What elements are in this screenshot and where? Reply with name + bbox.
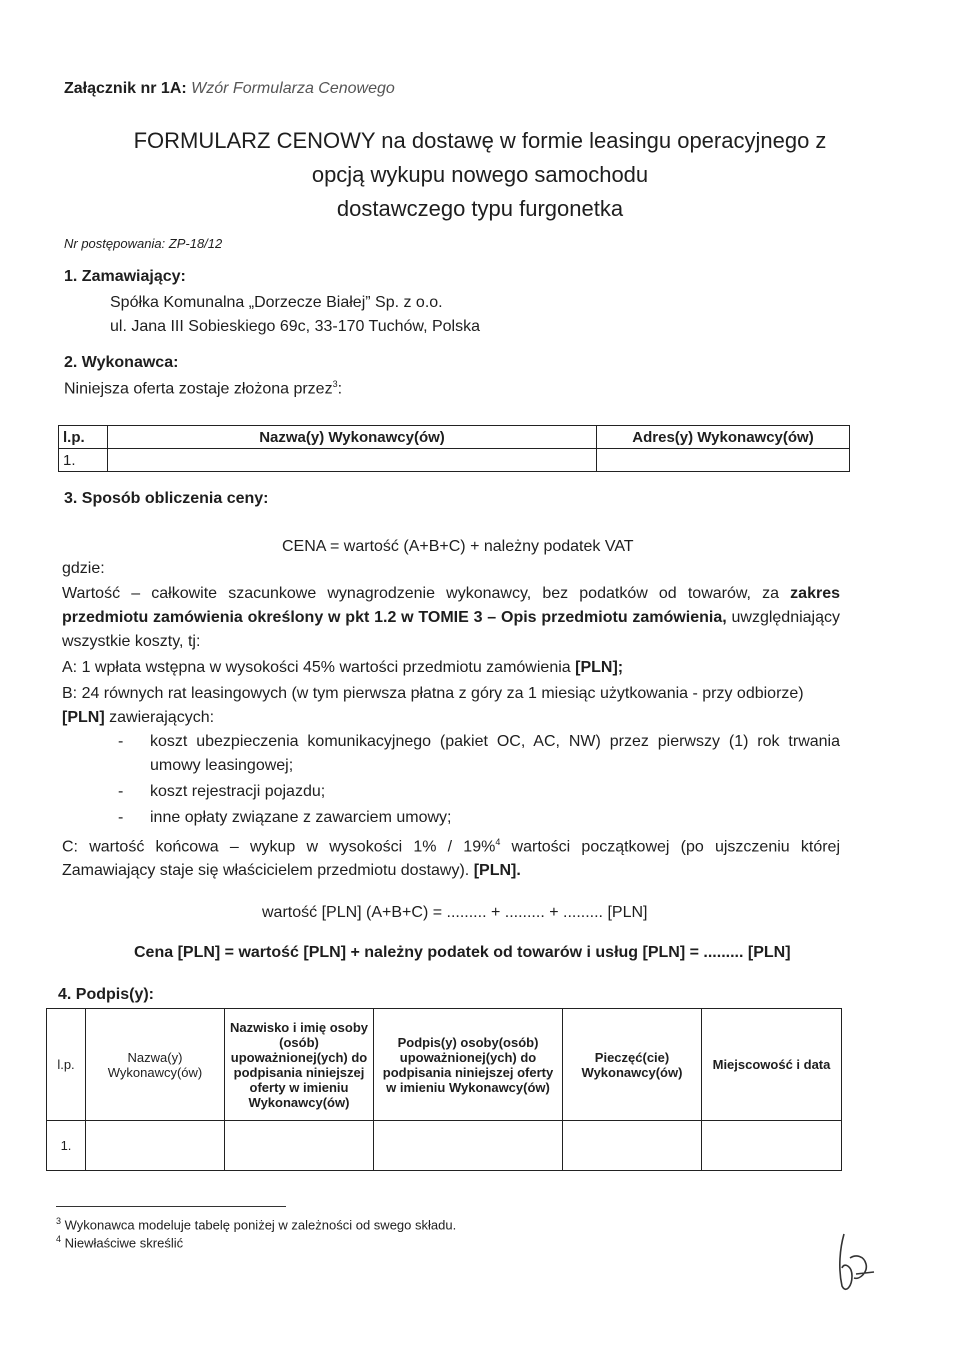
offer-submitted-by [64,379,342,398]
footnote-3-text: Wykonawca modeluje tabelę poniżej w zależności od swego składu. [64,1217,457,1233]
attachment-title: Wzór Formularza Cenowego [191,80,395,97]
table-row [47,1121,842,1171]
col-contractor-name: Nazwa(y) Wykonawcy(ów) [86,1009,225,1121]
col-place-date: Miejscowość i data [702,1009,842,1121]
bullet-text-2: koszt rejestracji pojazdu; [150,783,326,800]
cell-lp: 1. [59,449,108,472]
item-b-bullets [118,730,840,830]
signature-table-header [47,1009,842,1121]
bullet-text-3: inne opłaty związane z zawarciem umowy; [150,809,452,826]
value-definition-part2: zakres przedmiotu zamówienia określony w pkt 1.2 w TOMIE 3 – Opis przedmiotu zamówienia, [62,585,840,626]
cell-contractor-name[interactable] [108,449,597,472]
item-c-text1: C: wartość końcowa – wykup w wysokości 1% / 19% [62,838,496,856]
total-price-line: Cena [PLN] = wartość [PLN] + należny podatek od towarów i usług [PLN] = ......... [PLN] [134,944,791,961]
item-b-text: B: 24 równych rat leasingowych (w tym pierwsza płatna z góry za 1 miesiąc użytkowania - przy odbiorze) [62,685,804,702]
col-stamp: Pieczęć(cie) Wykonawcy(ów) [563,1009,702,1121]
cell-contractor-address[interactable] [597,449,850,472]
item-b [62,682,840,730]
footnote-4-marker: 4 [56,1234,62,1244]
item-c-text2: wartości początkowej (po ujszczeniu której Zamawiający staje się właścicielem przedmiotu dostawy). [62,838,840,880]
signature-table [46,1008,842,1171]
cell-signature[interactable] [374,1121,563,1171]
list-item [118,780,840,804]
footnote-4-text: Niewłaściwe skreślić [64,1235,184,1251]
attachment-number: Załącznik nr 1A: [64,80,187,97]
col-lp: l.p. [59,426,108,449]
section3-heading: 3. Sposób obliczenia ceny: [64,490,269,507]
cell-place-date[interactable] [702,1121,842,1171]
gdzie-label: gdzie: [62,560,105,577]
client-name: Spółka Komunalna „Dorzecze Białej” Sp. z o.o. [110,294,443,311]
cell-authorized-person[interactable] [225,1121,374,1171]
item-b-text2: zawierających: [109,709,215,726]
col-authorized-person: Nazwisko i imię osoby (osób) upoważnionej(ych) do podpisania niniejszej oferty w imieniu Wykonawcy(ów) [225,1009,374,1121]
col-contractor-address: Adres(y) Wykonawcy(ów) [597,426,850,449]
initials-scribble [830,1228,880,1296]
item-c [62,830,840,883]
item-a [62,656,840,680]
section1-heading: 1. Zamawiający: [64,268,186,285]
footnote-3 [56,1216,456,1232]
form-title-line2: opcją wykupu nowego samochodu [311,162,649,187]
item-b-unit: [PLN] [62,709,105,726]
cell-contractor-name[interactable] [86,1121,225,1171]
footnote-3-marker: 3 [56,1216,62,1226]
case-number: Nr postępowania: ZP-18/12 [64,236,223,251]
form-title-line3: dostawczego typu furgonetka [336,196,624,221]
attachment-label [64,80,395,98]
footnote-ref-4: 4 [495,837,501,847]
section4-heading: 4. Podpis(y): [58,986,155,1003]
client-address: ul. Jana III Sobieskiego 69c, 33-170 Tuchów, Polska [110,318,481,335]
cell-lp: 1. [47,1121,86,1171]
value-definition [62,582,840,654]
bullet-text-1: koszt ubezpieczenia komunikacyjnego (pakiet OC, AC, NW) przez pierwszy (1) rok trwania umowy leasingowej; [150,733,840,774]
bullet-dash: - [118,809,124,826]
value-definition-part1: Wartość – całkowite szacunkowe wynagrodzenie wykonawcy, bez podatków od towarów, za [62,585,780,602]
list-item [118,806,840,830]
price-formula: CENA = wartość (A+B+C) + należny podatek VAT [282,538,634,555]
item-a-text: A: 1 wpłata wstępna w wysokości 45% wartości przedmiotu zamówienia [62,659,571,676]
form-title-line1: FORMULARZ CENOWY na dostawę w formie leasingu operacyjnego z [133,128,827,153]
bullet-dash: - [118,783,124,800]
footnote-4 [56,1234,183,1250]
item-a-unit: [PLN]; [575,659,624,676]
contractor-table-header [59,426,850,449]
list-item [118,730,840,778]
cell-stamp[interactable] [563,1121,702,1171]
offer-submitted-colon: : [337,380,343,398]
item-c-unit: [PLN]. [473,862,521,880]
table-row [59,449,850,472]
footnote-divider [56,1206,286,1207]
value-sum-line: wartość [PLN] (A+B+C) = ......... + ......... + ......... [PLN] [262,904,648,921]
col-lp: l.p. [47,1009,86,1121]
contractor-table [58,425,850,472]
handwritten-initials [830,1228,880,1296]
bullet-dash: - [118,733,124,750]
value-definition-part3: uwzględniający wszystkie koszty, tj: [62,609,840,650]
col-contractor-name: Nazwa(y) Wykonawcy(ów) [108,426,597,449]
offer-submitted-text: Niniejsza oferta zostaje złożona przez [64,380,333,398]
section2-heading: 2. Wykonawca: [64,354,179,371]
col-signature: Podpis(y) osoby(osób) upoważnionej(ych) do podpisania niniejszej oferty w imieniu Wykonawcy(ów) [374,1009,563,1121]
footnote-ref-3: 3 [332,379,338,389]
